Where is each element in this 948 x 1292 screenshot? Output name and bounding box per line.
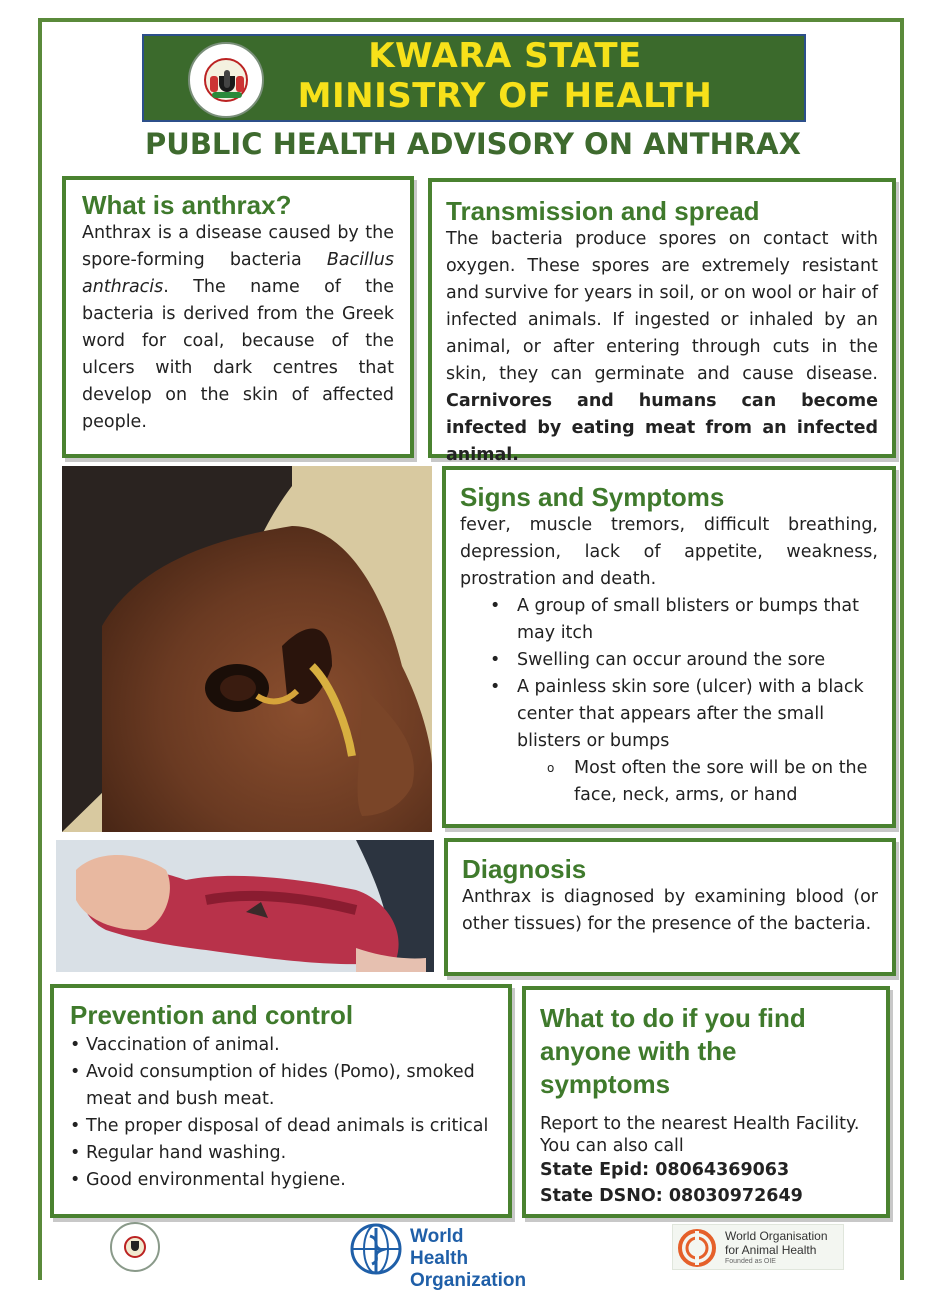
- report-line: Report to the nearest Health Facility.: [540, 1114, 860, 1134]
- diagnosis-title: Diagnosis: [462, 854, 587, 884]
- prevention-item: • Avoid consumption of hides (Pomo), smoked meat and bush meat.: [86, 1059, 496, 1113]
- who-emblem-icon: [346, 1222, 406, 1276]
- symptom-item: • A group of small blisters or bumps that may itch: [517, 593, 878, 647]
- prevention-title: Prevention and control: [70, 1000, 354, 1030]
- transmission-text: The bacteria produce spores on contact with oxygen. These spores are extremely resistant and survive for years in soil, or on wool or hair of infected animals. If ingested or inhaled by an animal, or after entering through cuts in the skin, they can germinate and cause disease. Carnivores and humans can become infected by eating meat from an infected animal.: [446, 229, 878, 465]
- what-to-do-box: [522, 986, 890, 1218]
- kwara-state-seal-footer-icon: [110, 1222, 160, 1272]
- symptom-sub-item: o Most often the sore will be on the face, neck, arms, or hand: [574, 755, 878, 809]
- woah-name-line1: World Organisation: [725, 1229, 828, 1243]
- bullet-icon: •: [70, 1035, 81, 1055]
- state-epid-phone: State Epid: 08064369063: [540, 1160, 790, 1180]
- signs-symptoms-box: [442, 466, 896, 828]
- ministry-title: [270, 36, 740, 116]
- transmission-box: [428, 178, 896, 465]
- what-to-do-title: What to do if you find anyone with the symptoms: [540, 1003, 806, 1099]
- bullet-icon: •: [70, 1143, 81, 1163]
- bullet-icon: •: [490, 596, 501, 616]
- kwara-state-seal-icon: [188, 42, 264, 118]
- ministry-title-line1: KWARA STATE: [368, 36, 642, 76]
- state-dsno-phone: State DSNO: 08030972649: [540, 1186, 803, 1206]
- prevention-item: • Regular hand washing.: [86, 1140, 496, 1167]
- who-logo: [346, 1222, 527, 1291]
- symptom-item: • Swelling can occur around the sore: [517, 647, 878, 674]
- prevention-item: • Good environmental hygiene.: [86, 1167, 496, 1194]
- prevention-box: [50, 984, 512, 1218]
- symptom-item: • A painless skin sore (ulcer) with a black center that appears after the small blisters or bumps: [517, 674, 878, 755]
- ministry-title-line2: MINISTRY OF HEALTH: [297, 76, 713, 116]
- prevention-item: • The proper disposal of dead animals is critical: [86, 1113, 496, 1140]
- diagnosis-box: [444, 838, 896, 976]
- what-is-anthrax-text: Anthrax is a disease caused by the spore-forming bacteria Bacillus anthracis. The name of the bacteria is derived from the Greek word for coal, because of the ulcers with dark centres that develop on the skin of affected people.: [82, 223, 394, 432]
- call-line: You can also call: [540, 1136, 684, 1156]
- who-name-line2: Organization: [410, 1270, 527, 1291]
- bullet-icon: •: [490, 650, 501, 670]
- bullet-icon: •: [70, 1062, 81, 1082]
- signs-symptoms-title: Signs and Symptoms: [460, 482, 725, 512]
- woah-founded: Founded as OIE: [725, 1258, 776, 1265]
- diagnosis-text: Anthrax is diagnosed by examining blood (or other tissues) for the presence of the bacteria.: [462, 887, 878, 934]
- who-name-line1: World Health: [410, 1226, 469, 1269]
- what-is-anthrax-box: [62, 176, 414, 458]
- bullet-icon: •: [490, 677, 501, 697]
- prevention-item: • Vaccination of animal.: [86, 1032, 496, 1059]
- what-is-anthrax-title: What is anthrax?: [82, 190, 292, 220]
- woah-logo: [672, 1224, 844, 1270]
- advisory-title: PUBLIC HEALTH ADVISORY ON ANTHRAX: [145, 127, 801, 161]
- woah-emblem-icon: [677, 1228, 717, 1268]
- circle-bullet-icon: o: [547, 761, 555, 775]
- bullet-icon: •: [70, 1116, 81, 1136]
- transmission-title: Transmission and spread: [446, 196, 760, 226]
- arm-lesion-photo: [56, 840, 434, 972]
- facial-lesion-photo: [62, 466, 432, 832]
- signs-symptoms-intro: fever, muscle tremors, difficult breathing, depression, lack of appetite, weakness, prostration and death.: [460, 515, 878, 589]
- woah-name-line2: for Animal Health: [725, 1243, 817, 1257]
- bullet-icon: •: [70, 1170, 81, 1190]
